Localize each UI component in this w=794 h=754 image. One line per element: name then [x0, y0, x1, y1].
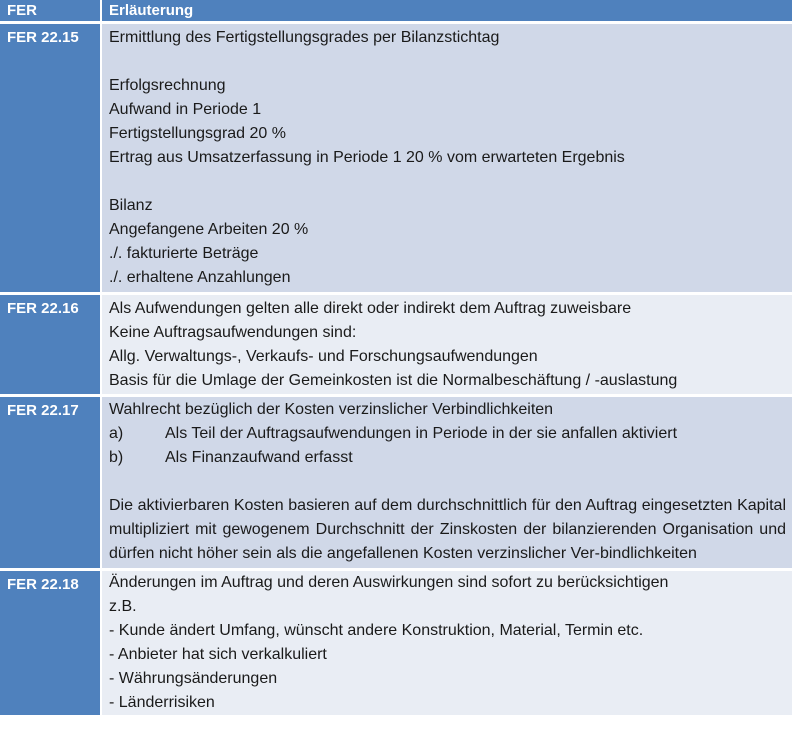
list-text: Als Teil der Auftragsaufwendungen in Periode in der sie anfallen aktiviert	[165, 425, 678, 442]
table-row	[0, 23, 793, 294]
row-fer-22-15-key: FER 22.15	[0, 23, 101, 294]
text-line: Ertrag aus Umsatzerfassung in Periode 1 20 % vom erwarteten Ergebnis	[109, 149, 625, 166]
row-fer-22-18-text	[101, 570, 793, 717]
text-line: Allg. Verwaltungs-, Verkaufs- und Forschungsaufwendungen	[109, 348, 538, 365]
list-marker: b)	[109, 449, 124, 466]
row-fer-22-16-text	[101, 294, 793, 396]
paragraph: Die aktivierbaren Kosten basieren auf dem durchschnittlich für den Auftrag eingesetzten Kapital multipliziert mit gewogenem Durchschnitt der Zinskosten der bilanzierenden Organisation und dürfen nicht höher sein als die angefallenen Kosten verzinslicher Ver-bindlichkeiten	[109, 497, 786, 562]
text-line: Änderungen im Auftrag und deren Auswirkungen sind sofort zu berücksichtigen	[109, 574, 669, 591]
table-row	[0, 570, 793, 717]
blank-line	[109, 470, 786, 494]
row-fer-22-15-text	[101, 23, 793, 294]
text-line: Angefangene Arbeiten 20 %	[109, 221, 309, 238]
row-fer-22-17-text	[101, 396, 793, 570]
row-fer-22-18-key: FER 22.18	[0, 570, 101, 717]
list-text: Als Finanzaufwand erfasst	[165, 449, 353, 466]
text-line: Wahlrecht bezüglich der Kosten verzinslicher Verbindlichkeiten	[109, 401, 554, 418]
text-line: Aufwand in Periode 1	[109, 101, 262, 118]
text-line: - Anbieter hat sich verkalkuliert	[109, 646, 327, 663]
list-marker: a)	[109, 425, 124, 442]
table-row	[0, 294, 793, 396]
text-line: - Kunde ändert Umfang, wünscht andere Konstruktion, Material, Termin etc.	[109, 622, 644, 639]
row-fer-22-17-key: FER 22.17	[0, 396, 101, 570]
text-line: Als Aufwendungen gelten alle direkt oder indirekt dem Auftrag zuweisbare	[109, 300, 632, 317]
text-line: ./. erhaltene Anzahlungen	[109, 269, 291, 286]
header-erlaeuterung: Erläuterung	[101, 0, 793, 23]
text-line: - Währungsänderungen	[109, 670, 278, 687]
row-fer-22-16-key: FER 22.16	[0, 294, 101, 396]
blank-line	[109, 50, 786, 74]
text-line: Ermittlung des Fertigstellungsgrades per Bilanzstichtag	[109, 29, 500, 46]
text-line: - Länderrisiken	[109, 694, 215, 711]
blank-line	[109, 170, 786, 194]
text-line: Bilanz	[109, 197, 153, 214]
text-line: Erfolgsrechnung	[109, 77, 226, 94]
text-line: z.B.	[109, 598, 137, 615]
text-line: Basis für die Umlage der Gemeinkosten ist die Normalbeschäftung / -auslastung	[109, 372, 678, 389]
list-item	[109, 446, 786, 470]
text-line: ./. fakturierte Beträge	[109, 245, 259, 262]
header-fer: FER	[0, 0, 101, 23]
text-line: Keine Auftragsaufwendungen sind:	[109, 324, 357, 341]
table-row	[0, 396, 793, 570]
list-item	[109, 422, 786, 446]
table-header-row	[0, 0, 793, 23]
text-line: Fertigstellungsgrad 20 %	[109, 125, 286, 142]
